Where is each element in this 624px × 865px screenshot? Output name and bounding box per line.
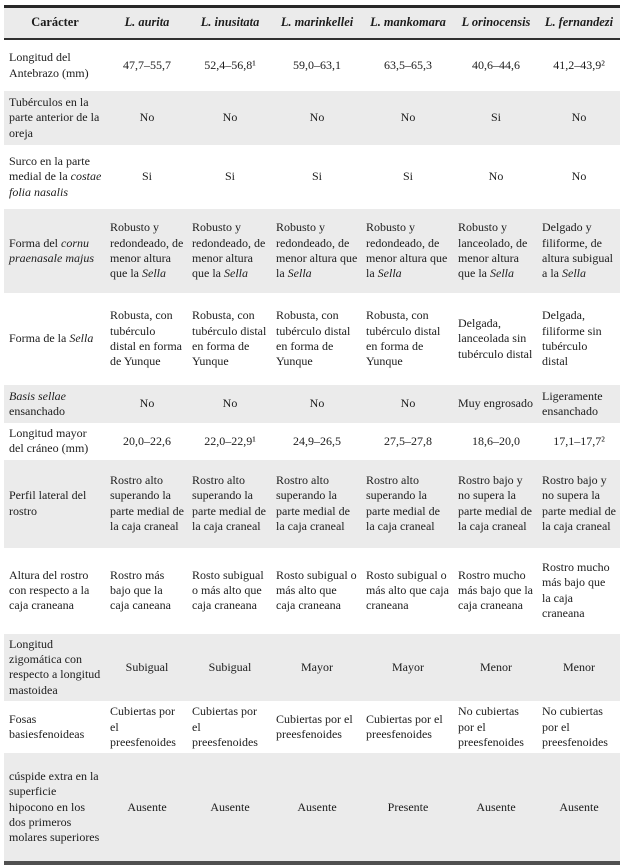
cell-value: Menor (480, 659, 512, 674)
cell-value: Rostro alto superando la parte medial de la caja craneal (110, 473, 184, 534)
cell-value: No (400, 110, 416, 125)
cell-value: No (571, 169, 587, 184)
cell-value: Robusta, con tubérculo distal en forma de Yunque (192, 308, 267, 369)
cell-value: Menor (563, 659, 595, 674)
row-label: Longitud zigomática con respecto a longitud mastoidea (9, 636, 101, 697)
cell-value: Si (141, 169, 152, 184)
cell-value: Ausente (476, 799, 516, 814)
cell-value: Rostro alto superando la parte medial de la caja craneal (366, 473, 440, 534)
cell-value: Rostro bajo y no supera la parte medial de la caja craneal (542, 473, 616, 534)
cell-value: No (139, 396, 155, 411)
cell-value: Subigual (125, 659, 169, 674)
cell-value: No (222, 396, 238, 411)
cell-value: Cubiertas por el preesfenoides (192, 704, 258, 749)
cell-value: Rosto subigual o más alto que caja craneana (276, 567, 357, 613)
column-header-l-aurita: L. aurita (106, 7, 188, 40)
row-label: Perfil lateral del rostro (9, 488, 87, 518)
cell-value: No (571, 110, 587, 125)
table-row (4, 701, 620, 753)
row-label: Forma del cornu praenasale majus (9, 235, 94, 265)
column-header-l-fernandezi: L. fernandezi (538, 7, 620, 40)
column-header-l-inusitata: L. inusitata (188, 7, 272, 40)
table-row (4, 293, 620, 385)
cell-value: 27,5–27,8 (384, 433, 432, 448)
table-row (4, 460, 620, 548)
cell-value: Robusta, con tubérculo distal en forma de Yunque (276, 308, 351, 369)
cell-value: Delgada, lanceolada sin tubérculo distal (458, 315, 533, 361)
cell-value: Robusto y redondeado, de menor altura que la Sella (366, 220, 448, 281)
table-row (4, 145, 620, 209)
column-header-l-mankomara: L. mankomara (362, 7, 454, 40)
cell-value: 47,7–55,7 (123, 57, 171, 72)
cell-value: Subigual (208, 659, 252, 674)
row-label: cúspide extra en la superficie hipocono en los dos primeros molares superiores (9, 768, 100, 845)
cell-value: Rostro más bajo que la caja caneana (110, 567, 171, 613)
row-label: Longitud del Antebrazo (mm) (9, 50, 89, 80)
cell-value: Robusto y redondeado, de menor altura que la Sella (276, 220, 358, 281)
cell-value: No cubiertas por el preesfenoides (542, 704, 608, 749)
cell-value: Robusto y lanceolado, de menor altura que la Sella (458, 220, 528, 281)
cell-value: 52,4–56,8¹ (204, 57, 256, 72)
cell-value: 24,9–26,5 (293, 433, 341, 448)
table-row (4, 91, 620, 145)
table-row (4, 385, 620, 423)
row-label: Altura del rostro con respecto a la caja craneana (9, 567, 90, 613)
cell-value: Si (311, 169, 322, 184)
cell-value: 20,0–22,6 (123, 433, 171, 448)
cell-value: Ausente (127, 799, 167, 814)
cell-value: Ausente (297, 799, 337, 814)
cell-value: 41,2–43,9² (553, 57, 605, 72)
cell-value: Mayor (301, 659, 333, 674)
row-label: Longitud mayor del cráneo (mm) (9, 426, 89, 456)
cell-value: Cubiertas por el preesfenoides (110, 704, 176, 749)
table-row (4, 39, 620, 91)
cell-value: Ausente (210, 799, 250, 814)
header-row (4, 7, 620, 40)
table-row (4, 753, 620, 863)
cell-value: Rostro alto superando la parte medial de la caja craneal (192, 473, 266, 534)
cell-value: No (309, 396, 325, 411)
cell-value: Robusto y redondeado, de menor altura que la Sella (192, 220, 266, 281)
row-label: Surco en la parte medial de la costae folia nasalis (9, 153, 102, 199)
row-label: Fosas basiesfenoideas (9, 711, 85, 742)
cell-value: Rostro mucho más bajo que la caja craneana (542, 560, 610, 621)
cell-value: 59,0–63,1 (293, 57, 341, 72)
column-header-l-marinkellei: L. marinkellei (272, 7, 362, 40)
table-row (4, 209, 620, 293)
row-label: Tubérculos en la parte anterior de la oreja (9, 94, 100, 140)
cell-value: Rostro bajo y no supera la parte medial de la caja craneal (458, 473, 532, 534)
cell-value: Ligeramente ensanchado (542, 388, 603, 418)
cell-value: 17,1–17,7² (553, 433, 605, 448)
row-label: Basis sellae ensanchado (9, 388, 66, 418)
cell-value: Rostro mucho más bajo que la caja craneana (458, 567, 533, 613)
cell-value: Delgada, filiforme sin tubérculo distal (542, 308, 602, 369)
column-header-caracter: Carácter (4, 7, 106, 40)
table-body (4, 39, 620, 863)
cell-value: No (222, 110, 238, 125)
table-row (4, 423, 620, 460)
cell-value: Rosto subigual o más alto que caja craneana (192, 567, 264, 613)
cell-value: Ausente (559, 799, 599, 814)
cell-value: Robusto y redondeado, de menor altura que la Sella (110, 220, 184, 281)
cell-value: 22,0–22,9¹ (204, 433, 256, 448)
cell-value: Rosto subigual o más alto que caja craneana (366, 567, 449, 613)
cell-value: Robusta, con tubérculo distal en forma de Yunque (110, 308, 182, 369)
table-row (4, 634, 620, 701)
cell-value: Presente (387, 799, 429, 814)
cell-value: No (139, 110, 155, 125)
cell-value: 18,6–20,0 (472, 433, 520, 448)
cell-value: Muy engrosado (458, 396, 533, 411)
cell-value: Delgado y filiforme, de altura subigual a la Sella (542, 220, 613, 281)
species-comparison-table (4, 5, 620, 865)
cell-value: No (400, 396, 416, 411)
cell-value: 63,5–65,3 (384, 57, 432, 72)
row-label: Forma de la Sella (9, 331, 94, 346)
cell-value: Si (402, 169, 413, 184)
cell-value: Robusta, con tubérculo distal en forma de Yunque (366, 308, 441, 369)
cell-value: No (488, 169, 504, 184)
cell-value: Cubiertas por el preesfenoides (276, 711, 353, 742)
cell-value: Rostro alto superando la parte medial de la caja craneal (276, 473, 350, 534)
cell-value: Si (224, 169, 235, 184)
column-header-l-orinocensis: L orinocensis (454, 7, 538, 40)
cell-value: No cubiertas por el preesfenoides (458, 704, 524, 749)
table-row (4, 548, 620, 634)
cell-value: Si (490, 110, 501, 125)
cell-value: Cubiertas por el preesfenoides (366, 711, 443, 742)
cell-value: 40,6–44,6 (472, 57, 520, 72)
cell-value: Mayor (392, 659, 424, 674)
cell-value: No (309, 110, 325, 125)
